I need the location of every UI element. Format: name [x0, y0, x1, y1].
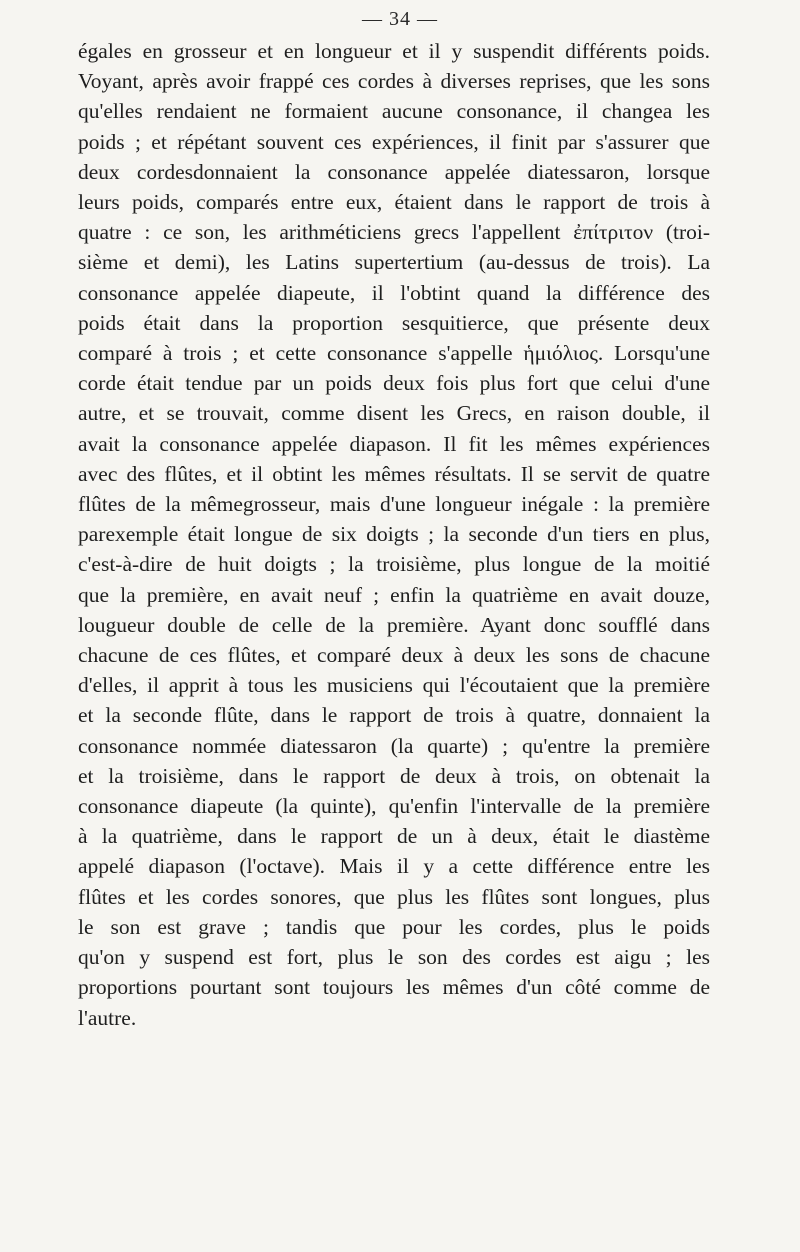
text-line: flûtes de la mêmegrosseur, mais d'une longueur inégale : la première	[78, 492, 710, 517]
text-line: qu'on y suspend est fort, plus le son des cordes est aigu ; les	[78, 945, 710, 970]
text-line: que la première, en avait neuf ; enfin la quatrième en avait douze,	[78, 582, 710, 607]
text-line: quatre : ce son, les arithméticiens grecs l'appellent ἐπίτριτον (troi-	[78, 220, 710, 245]
text-line: parexemple était longue de six doigts ; la seconde d'un tiers en plus,	[78, 522, 710, 547]
text-line: avec des flûtes, et il obtint les mêmes résultats. Il se servit de quatre	[78, 461, 710, 486]
text-line: comparé à trois ; et cette consonance s'appelle ἡμιόλιος. Lorsqu'une	[78, 341, 710, 366]
text-line: chacune de ces flûtes, et comparé deux à deux les sons de chacune	[78, 643, 710, 668]
text-line: consonance nommée diatessaron (la quarte) ; qu'entre la première	[78, 733, 710, 758]
text-line: et la troisième, dans le rapport de deux à trois, on obtenait la	[78, 763, 710, 788]
body-text	[78, 36, 710, 1033]
text-line: d'elles, il apprit à tous les musiciens qui l'écoutaient que la première	[78, 673, 710, 698]
text-line: c'est-à-dire de huit doigts ; la troisième, plus longue de la moitié	[78, 552, 710, 577]
text-line-last: l'autre.	[78, 1005, 137, 1030]
text-line: égales en grosseur et en longueur et il y suspendit différents poids.	[78, 39, 710, 63]
text-line: poids ; et répétant souvent ces expériences, il finit par s'assurer que	[78, 129, 710, 154]
text-line: corde était tendue par un poids deux fois plus fort que celui d'une	[78, 371, 710, 396]
text-line: et la seconde flûte, dans le rapport de trois à quatre, donnaient la	[78, 703, 710, 728]
text-line: poids était dans la proportion sesquitierce, que présente deux	[78, 310, 710, 335]
text-line: consonance diapeute (la quinte), qu'enfin l'intervalle de la première	[78, 794, 710, 819]
text-line: sième et demi), les Latins supertertium (au-dessus de trois). La	[78, 250, 710, 275]
text-line: appelé diapason (l'octave). Mais il y a cette différence entre les	[78, 854, 710, 879]
text-line: leurs poids, comparés entre eux, étaient dans le rapport de trois à	[78, 190, 710, 215]
text-line: autre, et se trouvait, comme disent les Grecs, en raison double, il	[78, 401, 710, 426]
text-line: à la quatrième, dans le rapport de un à deux, était le diastème	[78, 824, 710, 849]
text-line: deux cordesdonnaient la consonance appelée diatessaron, lorsque	[78, 159, 710, 184]
text-line: lougueur double de celle de la première. Ayant donc soufflé dans	[78, 612, 710, 637]
text-line: proportions pourtant sont toujours les mêmes d'un côté comme de	[78, 975, 710, 1000]
text-line: le son est grave ; tandis que pour les cordes, plus le poids	[78, 914, 710, 939]
text-line: avait la consonance appelée diapason. Il fit les mêmes expériences	[78, 431, 710, 456]
text-line: consonance appelée diapeute, il l'obtint quand la différence des	[78, 280, 710, 305]
text-line: Voyant, après avoir frappé ces cordes à diverses reprises, que les sons	[78, 69, 710, 94]
text-line: qu'elles rendaient ne formaient aucune consonance, il changea les	[78, 99, 710, 124]
text-line: flûtes et les cordes sonores, que plus les flûtes sont longues, plus	[78, 884, 710, 909]
page-number: — 34 —	[362, 8, 438, 30]
